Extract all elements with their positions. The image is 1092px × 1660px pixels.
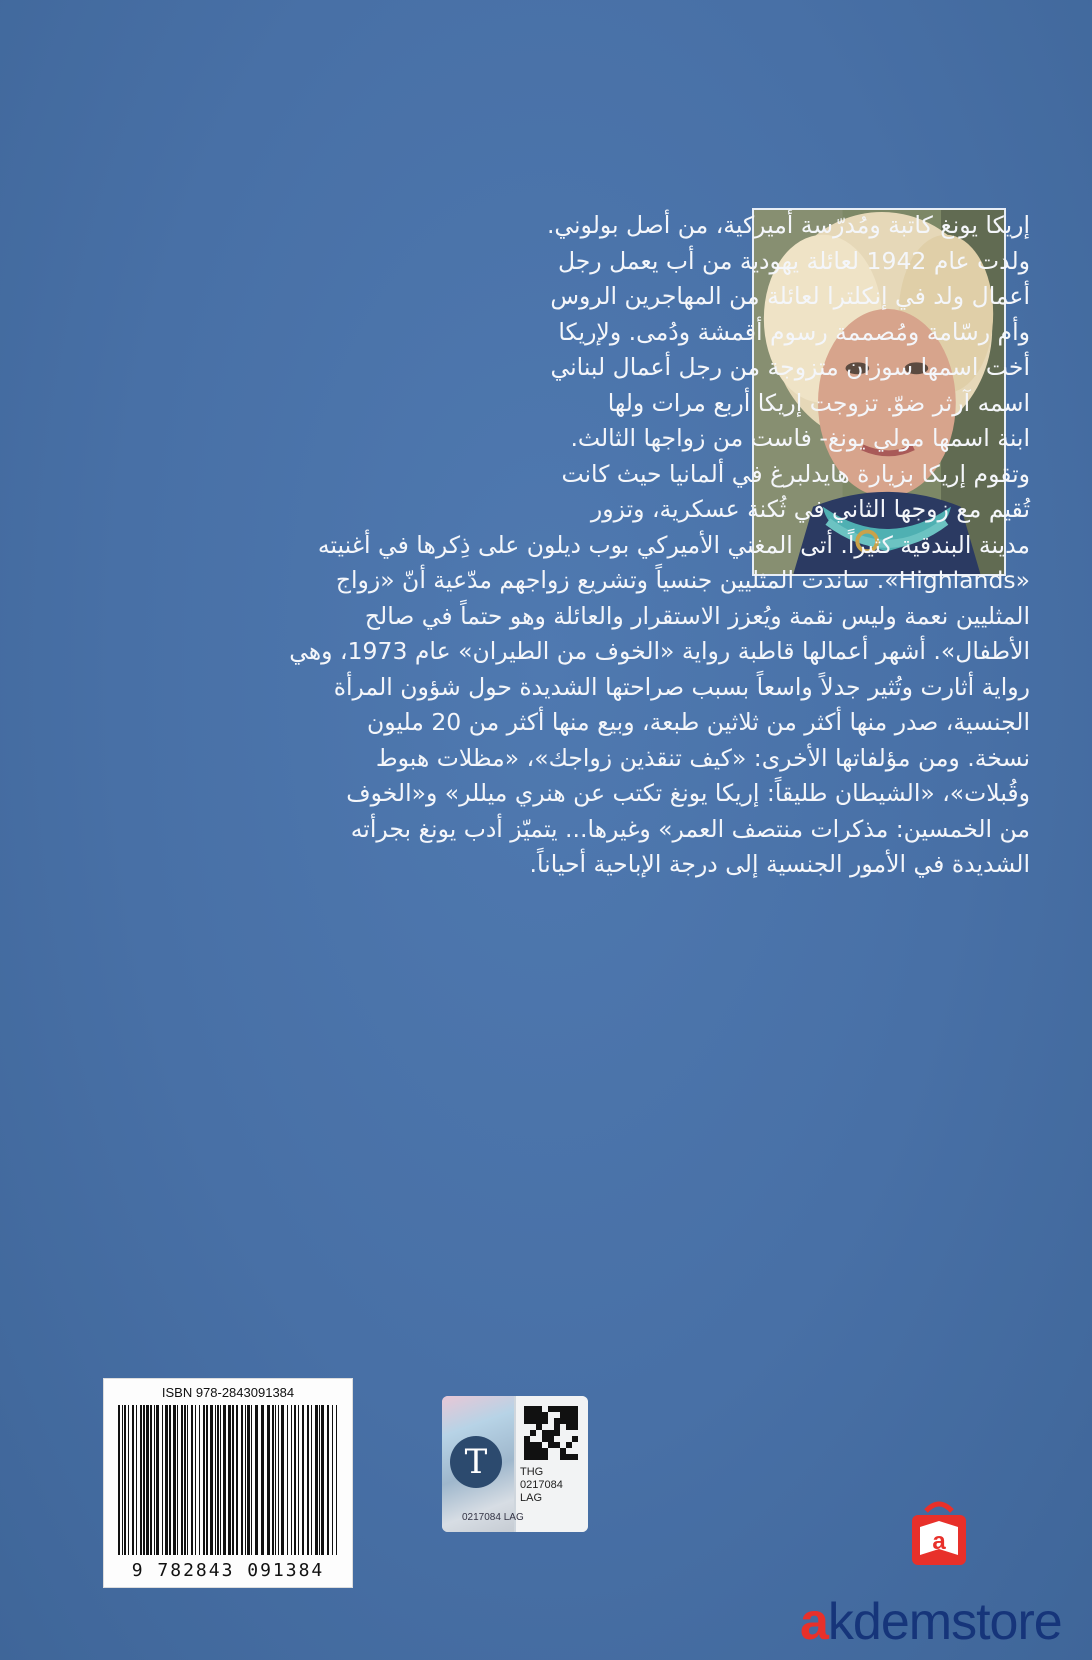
barcode-bar — [118, 1405, 120, 1555]
barcode-bar — [184, 1405, 186, 1555]
qr-module — [542, 1430, 548, 1436]
qr-module — [530, 1406, 536, 1412]
barcode-bar — [220, 1405, 221, 1555]
bio-line: مدينة البندقية كثيراً. أتى المغني الأميركي بوب ديلون على ذِكرها في أغنيته — [317, 530, 1030, 559]
qr-module — [554, 1442, 560, 1448]
qr-module — [536, 1448, 542, 1454]
qr-module — [536, 1418, 542, 1424]
barcode-bar — [228, 1405, 231, 1555]
sticker-code — [520, 1466, 563, 1505]
author-biography — [54, 208, 1030, 883]
qr-module — [566, 1442, 572, 1448]
qr-module — [530, 1418, 536, 1424]
barcode-bar — [255, 1405, 258, 1555]
bio-line: ابنة اسمها مولي يونغ- فاست من زواجها الثالث. — [570, 424, 1030, 452]
qr-module — [566, 1454, 572, 1460]
qr-module — [566, 1418, 572, 1424]
qr-module — [566, 1412, 572, 1418]
bio-line: نسخة. ومن مؤلفاتها الأخرى: «كيف تنقذين زواجك»، «مظلات هبوط — [375, 743, 1030, 772]
barcode-bar — [156, 1405, 159, 1555]
qr-module — [554, 1406, 560, 1412]
qr-module — [524, 1454, 530, 1460]
sticker-line: 0217084 — [520, 1479, 563, 1491]
barcode-bar — [251, 1405, 252, 1555]
qr-module — [524, 1448, 530, 1454]
qr-module — [572, 1436, 578, 1442]
bio-line: ولدت عام 1942 لعائلة يهودية من أب يعمل رجل — [557, 246, 1030, 275]
qr-module — [560, 1406, 566, 1412]
barcode-bar — [199, 1405, 200, 1555]
qr-module — [572, 1418, 578, 1424]
qr-module — [560, 1448, 566, 1454]
barcode-bar — [298, 1405, 299, 1555]
barcode-bar — [128, 1405, 129, 1555]
barcode-bar — [319, 1405, 320, 1555]
qr-module — [542, 1448, 548, 1454]
barcode-bar — [195, 1405, 196, 1555]
qr-module — [572, 1412, 578, 1418]
barcode-bar — [311, 1405, 312, 1555]
qr-module — [566, 1406, 572, 1412]
barcode-bar — [203, 1405, 205, 1555]
qr-module — [548, 1436, 554, 1442]
barcode-bar — [281, 1405, 284, 1555]
barcode-bar — [154, 1405, 155, 1555]
store-name-initial: a — [800, 1593, 828, 1651]
barcode-bar — [307, 1405, 309, 1555]
barcode-bar — [122, 1405, 123, 1555]
qr-module — [524, 1418, 530, 1424]
qr-module — [524, 1406, 530, 1412]
qr-module — [530, 1448, 536, 1454]
bio-line: المثليين نعمة وليس نقمة ويُعزز الاستقرار والعائلة وهو حتماً في صالح — [364, 601, 1030, 630]
barcode-bar — [124, 1405, 126, 1555]
store-name-rest: kdemstore — [827, 1593, 1062, 1651]
qr-module — [572, 1406, 578, 1412]
qr-module — [524, 1436, 530, 1442]
isbn-digits: 9 782843 091384 — [131, 1560, 325, 1581]
barcode-bar — [267, 1405, 270, 1555]
barcode-bar — [206, 1405, 208, 1555]
barcode-bar — [291, 1405, 292, 1555]
bio-line: أعمال ولد في إنكلترا لعائلة من المهاجرين الروس — [550, 282, 1030, 310]
bio-line: رواية أثارت وتُثير جدلاً واسعاً بسبب صراحتها الشديدة حول شؤون المرأة — [333, 672, 1030, 701]
store-logo-icon — [904, 1497, 974, 1569]
barcode-bar — [241, 1405, 243, 1555]
qr-module — [524, 1412, 530, 1418]
qr-module — [542, 1436, 548, 1442]
bio-line: وقُبلات»، «الشيطان طليقاً: إريكا يونغ تكتب عن هنري ميللر» و«الخوف — [346, 779, 1030, 807]
barcode-bar — [210, 1405, 213, 1555]
barcode-bar — [236, 1405, 238, 1555]
qr-module — [530, 1430, 536, 1436]
barcode-bar — [140, 1405, 142, 1555]
barcode-bar — [187, 1405, 188, 1555]
barcode-bars — [118, 1405, 340, 1555]
bio-line: «Highlands». ساندت المثليين جنسياً وتشريع زواجهم مدّعية أنّ «زواج — [335, 566, 1030, 594]
barcode-bar — [223, 1405, 226, 1555]
qr-module — [542, 1412, 548, 1418]
svg-text:a: a — [932, 1528, 946, 1555]
barcode-bar — [215, 1405, 216, 1555]
qr-module — [542, 1454, 548, 1460]
barcode-bar — [278, 1405, 279, 1555]
hologram-logo-icon: T — [450, 1436, 502, 1488]
qr-module — [566, 1424, 572, 1430]
barcode-bar — [272, 1405, 274, 1555]
store-watermark — [800, 1592, 1062, 1652]
qr-module — [536, 1442, 542, 1448]
barcode-bar — [146, 1405, 149, 1555]
barcode-bar — [143, 1405, 145, 1555]
barcode-bar — [287, 1405, 288, 1555]
barcode-bar — [332, 1405, 333, 1555]
qr-module — [572, 1424, 578, 1430]
barcode-bar — [336, 1405, 337, 1555]
qr-module — [554, 1418, 560, 1424]
bio-line: وأم رسّامة ومُصممة رسوم أقمشة ودُمى. ولإريكا — [558, 317, 1030, 346]
qr-module — [554, 1424, 560, 1430]
bio-line: من الخمسين: مذكرات منتصف العمر» وغيرها... يتميّز أدب يونغ بجرأته — [350, 814, 1030, 843]
barcode-bar — [169, 1405, 171, 1555]
qr-module — [530, 1412, 536, 1418]
barcode-bar — [321, 1405, 324, 1555]
barcode-bar — [247, 1405, 250, 1555]
barcode-bar — [261, 1405, 264, 1555]
sticker-label — [516, 1396, 588, 1532]
barcode-bar — [232, 1405, 234, 1555]
qr-module — [560, 1418, 566, 1424]
qr-module — [536, 1406, 542, 1412]
barcode-bar — [181, 1405, 183, 1555]
qr-module — [560, 1412, 566, 1418]
qr-module — [548, 1442, 554, 1448]
isbn-label: ISBN 978-2843091384 — [161, 1385, 295, 1400]
qr-module — [536, 1454, 542, 1460]
qr-module — [530, 1454, 536, 1460]
sticker-line: LAG — [520, 1492, 543, 1504]
qr-code-icon — [524, 1406, 578, 1460]
qr-module — [548, 1430, 554, 1436]
bio-line: وتقوم إريكا بزيارة هايدلبرغ في ألمانيا حيث كانت — [561, 459, 1030, 488]
barcode-bar — [315, 1405, 318, 1555]
bio-line: الشديدة في الأمور الجنسية إلى درجة الإباحية أحياناً. — [529, 850, 1030, 878]
barcode-bar — [165, 1405, 168, 1555]
bio-line: إريكا يونغ كاتبة ومُدرّسة أميركية، من أصل بولوني. — [546, 211, 1030, 239]
sticker-bottom-code: 0217084 LAG — [462, 1512, 524, 1523]
qr-module — [554, 1430, 560, 1436]
barcode-bar — [245, 1405, 246, 1555]
isbn-barcode — [103, 1378, 353, 1588]
barcode-bar — [275, 1405, 276, 1555]
sticker-line: THG — [520, 1466, 544, 1478]
barcode-bar — [327, 1405, 329, 1555]
bio-line: تُقيم مع زوجها الثاني في ثُكنة عسكرية، وتزور — [590, 495, 1030, 523]
qr-module — [524, 1442, 530, 1448]
qr-module — [542, 1418, 548, 1424]
barcode-bar — [136, 1405, 137, 1555]
barcode-bar — [217, 1405, 219, 1555]
barcode-bar — [150, 1405, 152, 1555]
bio-line: الأطفال». أشهر أعمالها قاطبة رواية «الخوف من الطيران» عام 1973، وهي — [289, 637, 1030, 665]
barcode-bar — [294, 1405, 296, 1555]
barcode-bar — [132, 1405, 134, 1555]
barcode-bar — [162, 1405, 163, 1555]
barcode-bar — [173, 1405, 176, 1555]
distributor-sticker — [442, 1396, 588, 1532]
qr-module — [536, 1412, 542, 1418]
qr-module — [536, 1424, 542, 1430]
bio-line: اسمه آرثر ضوّ. تزوجت إريكا أربع مرات ولها — [607, 388, 1030, 417]
bio-line: الجنسية، صدر منها أكثر من ثلاثين طبعة، وبيع منها أكثر من 20 مليون — [367, 708, 1030, 736]
barcode-bar — [177, 1405, 178, 1555]
bio-line: أخت اسمها سوزان متزوجة من رجل أعمال لبناني — [550, 353, 1030, 381]
qr-module — [560, 1454, 566, 1460]
qr-module — [530, 1442, 536, 1448]
qr-module — [572, 1454, 578, 1460]
barcode-bar — [302, 1405, 304, 1555]
barcode-bar — [191, 1405, 193, 1555]
qr-module — [548, 1406, 554, 1412]
